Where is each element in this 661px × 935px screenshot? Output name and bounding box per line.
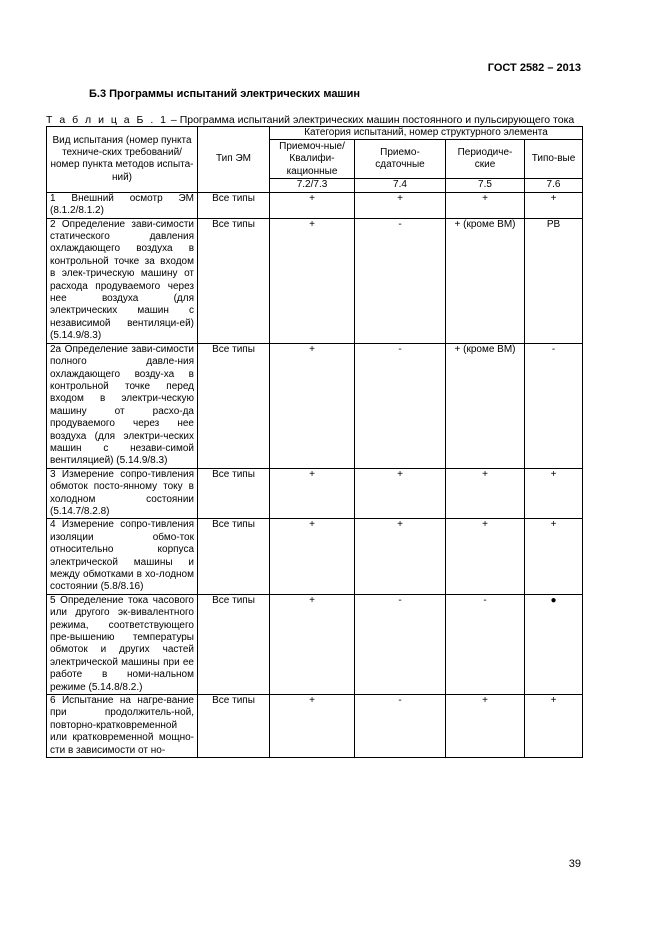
test-name: 2а Определение зави-симости полного давле-ния охлаждающего возду-ха в контрольной точке перед входом в электри-ческую машину от расхо-да продуваемого через нее воздуха (для электри-ческих машин с незави-симой вентиляцией) (5.14.9/8.3): [47, 343, 198, 468]
cell-value: +: [270, 218, 355, 343]
cell-value: +: [525, 468, 583, 519]
cell-value: + (кроме ВМ): [446, 343, 525, 468]
cell-value: -: [355, 695, 446, 758]
cell-value: +: [355, 468, 446, 519]
header-category-number: 7.2/7.3: [270, 179, 355, 192]
cell-value: +: [270, 343, 355, 468]
em-type: Все типы: [198, 695, 270, 758]
table-row: [47, 218, 583, 343]
table-row: [47, 343, 583, 468]
section-title: Б.3 Программы испытаний электрических машин: [89, 88, 361, 100]
header-category-number: 7.4: [355, 179, 446, 192]
header-test-type: Вид испытания (номер пункта техниче-ских требований/номер пункта методов испыта-ний): [47, 127, 198, 193]
cell-value: +: [446, 519, 525, 594]
test-name: 4 Измерение сопро-тивления изоляции обмо-ток относительно корпуса электрической машины и между обмотками в хо-лодном состоянии (5.8/8.16): [47, 519, 198, 594]
header-category-group: Категория испытаний, номер структурного элемента: [270, 127, 583, 140]
em-type: Все типы: [198, 343, 270, 468]
test-name: 6 Испытание на нагре-вание при продолжитель-ной, повторно-кратковременной или кратковременной мощно-сти в зависимости от но-: [47, 695, 198, 758]
cell-value: +: [446, 468, 525, 519]
em-type: Все типы: [198, 468, 270, 519]
header-category: Приемо-сдаточные: [355, 140, 446, 179]
cell-value: -: [355, 594, 446, 694]
table-caption: [46, 114, 574, 126]
cell-value: -: [355, 343, 446, 468]
page-number: 39: [568, 858, 581, 870]
table-row: [47, 695, 583, 758]
cell-value: -: [446, 594, 525, 694]
em-type: Все типы: [198, 594, 270, 694]
cell-value: +: [270, 468, 355, 519]
table-caption-prefix: Т а б л и ц а Б . 1: [46, 114, 169, 126]
test-program-table: [46, 126, 583, 758]
test-name: 3 Измерение сопро-тивления обмоток посто-янному току в холодном состоянии (5.14.7/8.2.8): [47, 468, 198, 519]
cell-value: +: [270, 594, 355, 694]
header-category-number: 7.5: [446, 179, 525, 192]
table-row: [47, 192, 583, 218]
standard-number: ГОСТ 2582 – 2013: [487, 62, 581, 74]
header-em-type: Тип ЭМ: [198, 127, 270, 193]
table-row: [47, 519, 583, 594]
header-category: Периодиче-ские: [446, 140, 525, 179]
cell-value: +: [270, 695, 355, 758]
em-type: Все типы: [198, 519, 270, 594]
test-name: 5 Определение тока часового или другого эк-вивалентного режима, соответствующего пре-вышению температуры обмоток и других частей электрической машины при ее работе в номи-нальном режиме (5.14.8/8.2.): [47, 594, 198, 694]
cell-value: +: [525, 192, 583, 218]
test-name: 1 Внешний осмотр ЭМ (8.1.2/8.1.2): [47, 192, 198, 218]
table-row: [47, 468, 583, 519]
cell-value: +: [525, 519, 583, 594]
cell-value: +: [525, 695, 583, 758]
header-category-number: 7.6: [525, 179, 583, 192]
cell-value: +: [355, 192, 446, 218]
table-row: [47, 594, 583, 694]
cell-value: +: [270, 519, 355, 594]
header-category: Типо-вые: [525, 140, 583, 179]
cell-value: +: [446, 695, 525, 758]
cell-value: +: [446, 192, 525, 218]
cell-value: -: [355, 218, 446, 343]
cell-value: + (кроме ВМ): [446, 218, 525, 343]
cell-value: ●: [525, 594, 583, 694]
table-caption-text: – Программа испытаний электрических машин постоянного и пульсирующего тока: [168, 114, 575, 126]
cell-value: +: [270, 192, 355, 218]
em-type: Все типы: [198, 218, 270, 343]
cell-value: -: [525, 343, 583, 468]
em-type: Все типы: [198, 192, 270, 218]
cell-value: +: [355, 519, 446, 594]
cell-value: РВ: [525, 218, 583, 343]
test-name: 2 Определение зави-симости статического давления охлаждающего воздуха в контрольной точке за входом в элек-трическую машину от расхода продуваемого через нее воздуха (для электрических машин с независимой вентиляци-ей) (5.14.9/8.3): [47, 218, 198, 343]
header-category: Приемоч-ные/Квалифи-кационные: [270, 140, 355, 179]
